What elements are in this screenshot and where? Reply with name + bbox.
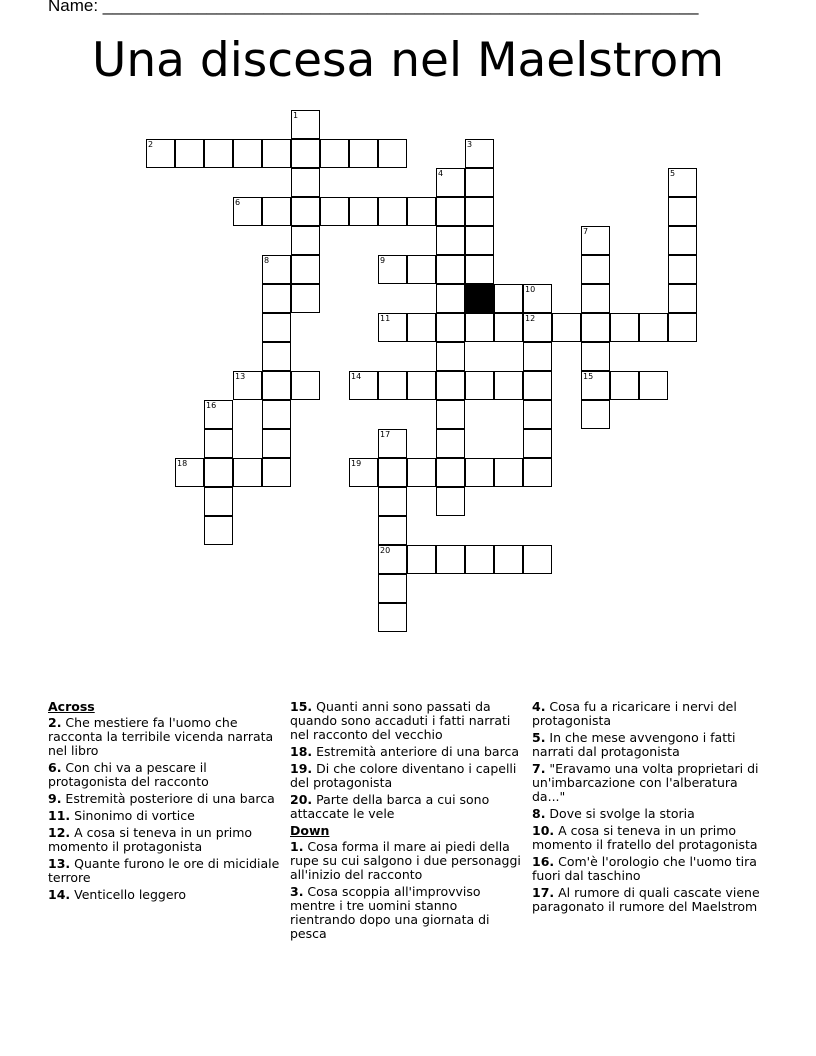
clue-number: 7. [532, 761, 546, 776]
crossword-cell[interactable] [378, 371, 407, 400]
clues-column-2 [290, 700, 526, 944]
crossword-cell[interactable] [146, 139, 175, 168]
clue-item [532, 731, 768, 759]
crossword-block-cell [465, 284, 494, 313]
crossword-cell[interactable] [349, 458, 378, 487]
crossword-cell[interactable] [465, 371, 494, 400]
clue-text: Dove si svolge la storia [545, 806, 695, 821]
clue-item [290, 745, 526, 759]
crossword-cell[interactable] [378, 516, 407, 545]
clue-number: 14 [351, 372, 362, 381]
crossword-cell[interactable] [436, 545, 465, 574]
crossword-cell[interactable] [378, 313, 407, 342]
clue-text: A cosa si teneva in un primo momento il fratello del protagonista [532, 823, 758, 852]
crossword-cell[interactable] [668, 284, 697, 313]
crossword-cell[interactable] [610, 313, 639, 342]
clue-item [532, 700, 768, 728]
crossword-cell[interactable] [262, 371, 291, 400]
crossword-cell[interactable] [581, 226, 610, 255]
clue-text: Quante furono le ore di micidiale terrore [48, 856, 280, 885]
crossword-cell[interactable] [175, 458, 204, 487]
crossword-cell[interactable] [465, 139, 494, 168]
crossword-cell[interactable] [378, 255, 407, 284]
crossword-cell[interactable] [465, 545, 494, 574]
clue-number: 13 [235, 372, 246, 381]
clue-number: 7 [583, 227, 589, 236]
crossword-cell[interactable] [639, 371, 668, 400]
clue-number: 9 [380, 256, 386, 265]
clue-number: 12. [48, 825, 71, 840]
crossword-cell[interactable] [204, 487, 233, 516]
crossword-cell[interactable] [407, 313, 436, 342]
clue-item [48, 716, 284, 758]
crossword-cell[interactable] [204, 516, 233, 545]
crossword-cell[interactable] [291, 284, 320, 313]
clue-text: Parte della barca a cui sono attaccate le vele [290, 792, 490, 821]
crossword-cell[interactable] [465, 197, 494, 226]
crossword-cell[interactable] [262, 313, 291, 342]
clue-text: Che mestiere fa l'uomo che racconta la terribile vicenda narrata nel libro [48, 715, 274, 758]
crossword-cell[interactable] [291, 110, 320, 139]
section-heading: Across [48, 699, 95, 714]
clue-number: 15. [290, 699, 313, 714]
clue-number: 16. [532, 854, 555, 869]
crossword-cell[interactable] [668, 255, 697, 284]
clues-column-1 [48, 700, 284, 905]
clue-number: 11 [380, 314, 391, 323]
crossword-cell[interactable] [581, 255, 610, 284]
crossword-cell[interactable] [320, 139, 349, 168]
crossword-cell[interactable] [436, 255, 465, 284]
crossword-cell[interactable] [552, 313, 581, 342]
crossword-cell[interactable] [465, 226, 494, 255]
crossword-cell[interactable] [610, 371, 639, 400]
crossword-cell[interactable] [262, 255, 291, 284]
crossword-cell[interactable] [436, 342, 465, 371]
crossword-cell[interactable] [233, 197, 262, 226]
crossword-cell[interactable] [436, 197, 465, 226]
crossword-cell[interactable] [407, 545, 436, 574]
crossword-cell[interactable] [291, 197, 320, 226]
crossword-cell[interactable] [407, 255, 436, 284]
crossword-cell[interactable] [204, 139, 233, 168]
clue-number: 2 [148, 140, 154, 149]
clue-text: Quanti anni sono passati da quando sono accaduti i fatti narrati nel racconto del vecchio [290, 699, 511, 742]
clue-number: 10. [532, 823, 555, 838]
crossword-cell[interactable] [436, 226, 465, 255]
clue-number: 5. [532, 730, 546, 745]
clue-text: Con chi va a pescare il protagonista del racconto [48, 760, 209, 789]
crossword-cell[interactable] [465, 255, 494, 284]
crossword-cell[interactable] [291, 139, 320, 168]
crossword-cell[interactable] [494, 458, 523, 487]
crossword-cell[interactable] [175, 139, 204, 168]
clue-item [532, 807, 768, 821]
crossword-cell[interactable] [291, 255, 320, 284]
crossword-cell[interactable] [465, 313, 494, 342]
crossword-cell[interactable] [494, 371, 523, 400]
clue-item [532, 824, 768, 852]
clue-number: 13. [48, 856, 71, 871]
clue-number: 18 [177, 459, 188, 468]
clue-number: 15 [583, 372, 594, 381]
clue-number: 3. [290, 884, 304, 899]
clue-number: 17 [380, 430, 391, 439]
clue-text: Estremità posteriore di una barca [61, 791, 275, 806]
crossword-cell[interactable] [262, 400, 291, 429]
crossword-cell[interactable] [378, 574, 407, 603]
crossword-cell[interactable] [494, 284, 523, 313]
clue-item [290, 885, 526, 941]
crossword-cell[interactable] [668, 197, 697, 226]
crossword-cell[interactable] [262, 429, 291, 458]
crossword-cell[interactable] [233, 139, 262, 168]
clue-item [48, 792, 284, 806]
crossword-cell[interactable] [349, 371, 378, 400]
crossword-cell[interactable] [291, 168, 320, 197]
clue-item [290, 793, 526, 821]
crossword-cell[interactable] [349, 197, 378, 226]
crossword-cell[interactable] [523, 458, 552, 487]
crossword-cell[interactable] [668, 313, 697, 342]
crossword-cell[interactable] [436, 429, 465, 458]
crossword-cell[interactable] [581, 342, 610, 371]
section-heading: Down [290, 823, 330, 838]
clue-number: 12 [525, 314, 536, 323]
clue-item [48, 761, 284, 789]
crossword-cell[interactable] [436, 458, 465, 487]
clue-text: Com'è l'orologio che l'uomo tira fuori dal taschino [532, 854, 757, 883]
crossword-cell[interactable] [204, 429, 233, 458]
clue-number: 18. [290, 744, 313, 759]
page-title: Una discesa nel Maelstrom [91, 33, 725, 88]
clue-item [48, 826, 284, 854]
crossword-cell[interactable] [523, 545, 552, 574]
crossword-cell[interactable] [639, 313, 668, 342]
crossword-cell[interactable] [581, 400, 610, 429]
crossword-cell[interactable] [407, 197, 436, 226]
clue-number: 4. [532, 699, 546, 714]
clue-number: 3 [467, 140, 473, 149]
crossword-cell[interactable] [668, 168, 697, 197]
crossword-cell[interactable] [378, 429, 407, 458]
crossword-cell[interactable] [436, 487, 465, 516]
crossword-cell[interactable] [523, 400, 552, 429]
clue-number: 1 [293, 111, 299, 120]
clue-item [532, 855, 768, 883]
crossword-cell[interactable] [581, 371, 610, 400]
crossword-cell[interactable] [378, 197, 407, 226]
clue-number: 6. [48, 760, 62, 775]
clue-text: Cosa forma il mare ai piedi della rupe su cui salgono i due personaggi all'inizio del racconto [290, 839, 521, 882]
crossword-cell[interactable] [233, 371, 262, 400]
clue-text: "Eravamo una volta proprietari di un'imbarcazione con l'alberatura da..." [532, 761, 759, 804]
crossword-cell[interactable] [378, 487, 407, 516]
crossword-cell[interactable] [436, 400, 465, 429]
clue-number: 20. [290, 792, 313, 807]
clue-item [48, 857, 284, 885]
clue-number: 5 [670, 169, 676, 178]
crossword-cell[interactable] [233, 458, 262, 487]
clue-text: Sinonimo di vortice [70, 808, 195, 823]
crossword-cell[interactable] [494, 313, 523, 342]
clue-number: 2. [48, 715, 62, 730]
clue-number: 20 [380, 546, 391, 555]
crossword-cell[interactable] [494, 545, 523, 574]
crossword-cell[interactable] [378, 545, 407, 574]
crossword-cell[interactable] [668, 226, 697, 255]
clue-number: 8. [532, 806, 546, 821]
crossword-cell[interactable] [523, 284, 552, 313]
clue-item [532, 762, 768, 804]
crossword-cell[interactable] [262, 139, 291, 168]
crossword-cell[interactable] [262, 342, 291, 371]
clue-text: Di che colore diventano i capelli del protagonista [290, 761, 517, 790]
clues-column-3 [532, 700, 768, 917]
clue-item [48, 809, 284, 823]
crossword-cell[interactable] [204, 400, 233, 429]
clue-number: 1. [290, 839, 304, 854]
crossword-cell[interactable] [407, 371, 436, 400]
crossword-cell[interactable] [378, 458, 407, 487]
name-line[interactable]: Name: _______________________________________________________________ [48, 0, 699, 15]
crossword-cell[interactable] [291, 371, 320, 400]
crossword-cell[interactable] [349, 139, 378, 168]
clue-number: 11. [48, 808, 71, 823]
clue-text: Estremità anteriore di una barca [312, 744, 519, 759]
crossword-cell[interactable] [262, 284, 291, 313]
clue-item [532, 886, 768, 914]
clue-text: A cosa si teneva in un primo momento il protagonista [48, 825, 253, 854]
crossword-cell[interactable] [320, 197, 349, 226]
crossword-cell[interactable] [523, 313, 552, 342]
crossword-cell[interactable] [407, 458, 436, 487]
clue-number: 6 [235, 198, 241, 207]
crossword-cell[interactable] [465, 168, 494, 197]
crossword-cell[interactable] [581, 313, 610, 342]
crossword-cell[interactable] [262, 458, 291, 487]
clue-number: 16 [206, 401, 217, 410]
clue-number: 10 [525, 285, 536, 294]
crossword-cell[interactable] [523, 342, 552, 371]
crossword-cell[interactable] [378, 603, 407, 632]
clue-text: Venticello leggero [70, 887, 187, 902]
clue-number: 19 [351, 459, 362, 468]
crossword-cell[interactable] [436, 371, 465, 400]
crossword-cell[interactable] [204, 458, 233, 487]
crossword-cell[interactable] [262, 197, 291, 226]
clue-text: Cosa fu a ricaricare i nervi del protagonista [532, 699, 737, 728]
crossword-cell[interactable] [523, 371, 552, 400]
clue-item [48, 888, 284, 902]
clue-item [290, 700, 526, 742]
clue-number: 8 [264, 256, 270, 265]
clue-number: 17. [532, 885, 555, 900]
crossword-cell[interactable] [436, 313, 465, 342]
crossword-cell[interactable] [436, 284, 465, 313]
clue-text: Cosa scoppia all'improvviso mentre i tre uomini stanno rientrando dopo una giornata di pesca [290, 884, 490, 941]
crossword-cell[interactable] [291, 226, 320, 255]
clue-item [290, 840, 526, 882]
crossword-cell[interactable] [523, 429, 552, 458]
clue-number: 9. [48, 791, 62, 806]
clue-text: In che mese avvengono i fatti narrati dal protagonista [532, 730, 736, 759]
crossword-cell[interactable] [436, 168, 465, 197]
clue-number: 19. [290, 761, 313, 776]
clue-text: Al rumore di quali cascate viene paragonato il rumore del Maelstrom [532, 885, 760, 914]
crossword-cell[interactable] [581, 284, 610, 313]
clue-number: 4 [438, 169, 444, 178]
crossword-cell[interactable] [465, 458, 494, 487]
clue-item [290, 762, 526, 790]
clue-number: 14. [48, 887, 71, 902]
crossword-cell[interactable] [378, 139, 407, 168]
